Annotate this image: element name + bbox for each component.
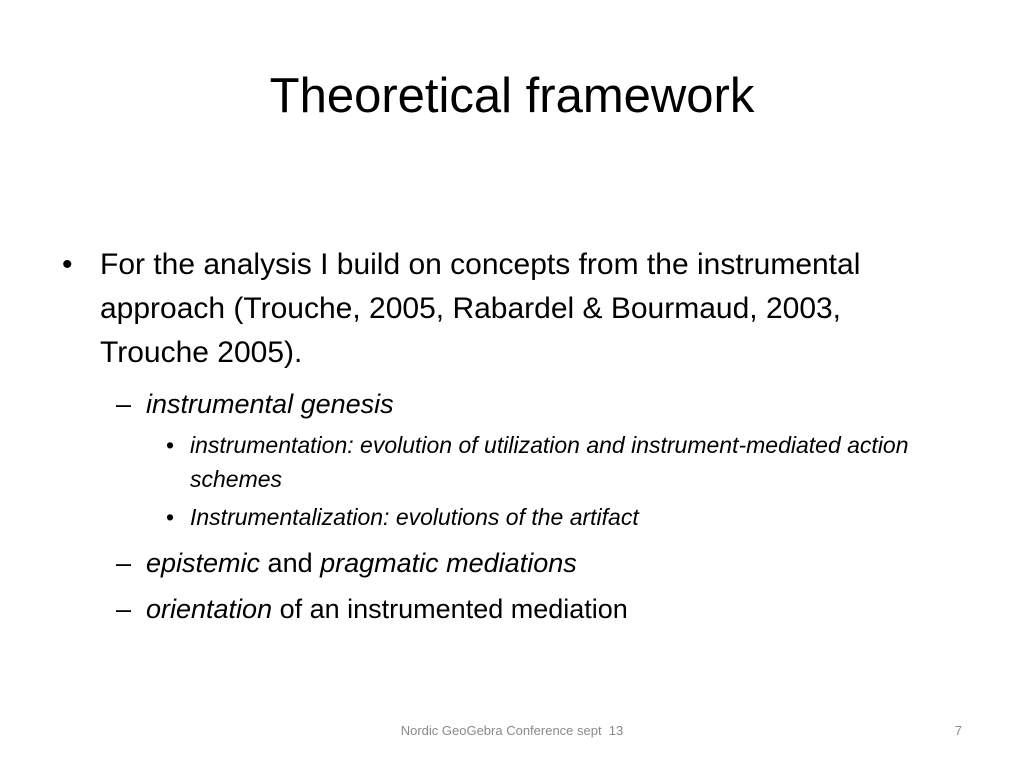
bullet-dash-icon: –: [116, 594, 132, 624]
bullet-text-epistemic: epistemic: [146, 548, 261, 578]
footer-text: Nordic GeoGebra Conference sept 13: [400, 723, 624, 738]
bullet-level3-instrumentation: [62, 428, 952, 496]
bullet-text-mediation: of an instrumented mediation: [272, 594, 628, 624]
slide-title: Theoretical framework: [269, 69, 755, 123]
slide-number: 7: [954, 723, 962, 738]
bullet-dash-icon: –: [116, 548, 132, 578]
bullet-dot-icon: •: [166, 504, 175, 530]
bullet-text: instrumentation: evolution of utilization and instrument-mediated action schemes: [190, 432, 909, 492]
bullet-level2-mediations: [62, 543, 952, 583]
bullet-text-and: and: [260, 548, 321, 578]
bullet-text: instrumental genesis: [146, 389, 394, 419]
bullet-text-pragmatic: pragmatic mediations: [320, 548, 577, 578]
bullet-dot-icon: •: [62, 248, 73, 281]
bullet-dot-icon: •: [166, 432, 175, 458]
bullet-level1: [62, 243, 952, 375]
bullet-level3-instrumentalization: [62, 500, 952, 534]
bullet-text: For the analysis I build on concepts from the instrumental approach (Trouche, 2005, Rabardel & Bourmaud, 2003, Trouche 2005).: [100, 248, 861, 369]
bullet-text-orientation: orientation: [146, 594, 273, 624]
bullet-text: Instrumentalization: evolutions of the artifact: [190, 504, 639, 530]
bullet-level2-genesis: [62, 384, 952, 424]
bullet-dash-icon: –: [116, 389, 132, 419]
slide-content: [62, 243, 952, 629]
bullet-level2-orientation: [62, 589, 952, 629]
